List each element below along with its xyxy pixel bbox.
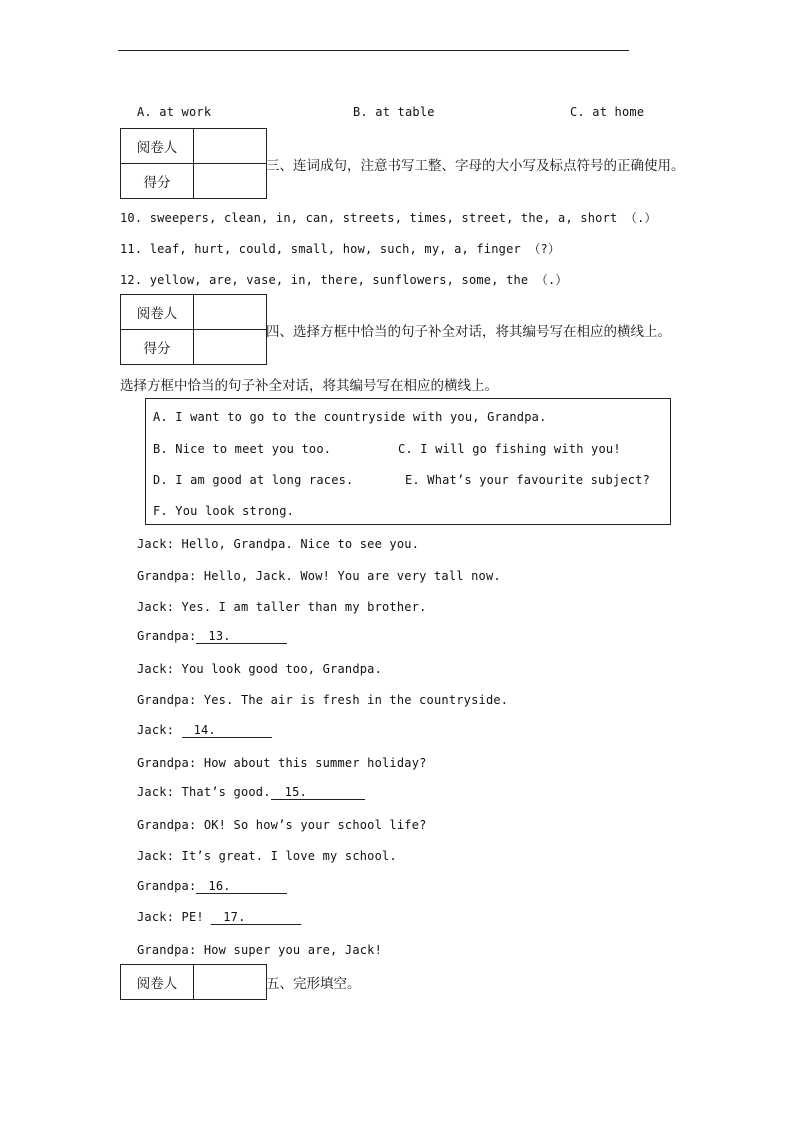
grader-cell[interactable] [194, 965, 267, 1000]
choice-b: B. Nice to meet you too. [153, 442, 332, 456]
grader-cell[interactable] [194, 295, 267, 330]
speaker-prefix: Jack: That’s good. [137, 785, 271, 799]
grader-cell[interactable] [194, 129, 267, 164]
option-c: C. at home [570, 105, 645, 119]
dialogue-line: Grandpa: How about this summer holiday? [137, 756, 427, 770]
speaker-prefix: Jack: [137, 723, 182, 737]
grader-label: 阅卷人 [121, 129, 194, 164]
option-b: B. at table [353, 105, 435, 119]
dialogue-line: Jack: It’s great. I love my school. [137, 849, 397, 863]
dialogue-line [137, 910, 301, 925]
choice-c: C. I will go fishing with you! [398, 442, 621, 456]
option-a: A. at work [137, 105, 212, 119]
section3-title: 三、连词成句，注意书写工整、字母的大小写及标点符号的正确使用。 [266, 158, 685, 174]
section5-title: 五、完形填空。 [266, 976, 361, 992]
dialogue-line: Grandpa: Yes. The air is fresh in the countryside. [137, 693, 509, 707]
answer-blank-13[interactable]: 13. [196, 629, 287, 644]
dialogue-line [137, 879, 287, 894]
speaker-prefix: Jack: PE! [137, 910, 212, 924]
dialogue-line: Grandpa: OK! So how’s your school life? [137, 818, 427, 832]
section4-title: 四、选择方框中恰当的句子补全对话，将其编号写在相应的横线上。 [266, 324, 671, 340]
choice-a: A. I want to go to the countryside with you, Grandpa. [153, 410, 547, 424]
score-table-5 [120, 964, 267, 1000]
choice-d: D. I am good at long races. [153, 473, 354, 487]
answer-blank-14[interactable]: 14. [182, 723, 272, 738]
dialogue-line [137, 629, 287, 644]
dialogue-line: Jack: You look good too, Grandpa. [137, 662, 383, 676]
question-11: 11. leaf, hurt, could, small, how, such, my, a, finger （?） [120, 242, 561, 256]
header-rule [118, 50, 629, 51]
score-label: 得分 [121, 164, 194, 199]
choice-f: F. You look strong. [153, 504, 295, 518]
dialogue-line [137, 723, 272, 738]
answer-blank-17[interactable]: 17. [211, 910, 301, 925]
question-12: 12. yellow, are, vase, in, there, sunflowers, some, the （.） [120, 273, 568, 287]
answer-blank-15[interactable]: 15. [271, 785, 365, 800]
score-table-4 [120, 294, 267, 365]
speaker-prefix: Grandpa: [137, 629, 197, 643]
grader-label: 阅卷人 [121, 965, 194, 1000]
dialogue-line [137, 785, 365, 800]
dialogue-line: Jack: Yes. I am taller than my brother. [137, 600, 427, 614]
score-cell[interactable] [194, 330, 267, 365]
score-cell[interactable] [194, 164, 267, 199]
score-table-3 [120, 128, 267, 199]
question-10: 10. sweepers, clean, in, can, streets, times, street, the, a, short （.） [120, 211, 657, 225]
speaker-prefix: Grandpa: [137, 879, 197, 893]
answer-blank-16[interactable]: 16. [196, 879, 287, 894]
dialogue-line: Grandpa: Hello, Jack. Wow! You are very tall now. [137, 569, 501, 583]
choice-e: E. What’s your favourite subject? [405, 473, 651, 487]
grader-label: 阅卷人 [121, 295, 194, 330]
dialogue-line: Grandpa: How super you are, Jack! [137, 943, 383, 957]
section4-instruction: 选择方框中恰当的句子补全对话，将其编号写在相应的横线上。 [120, 378, 498, 394]
score-label: 得分 [121, 330, 194, 365]
dialogue-line: Jack: Hello, Grandpa. Nice to see you. [137, 537, 420, 551]
